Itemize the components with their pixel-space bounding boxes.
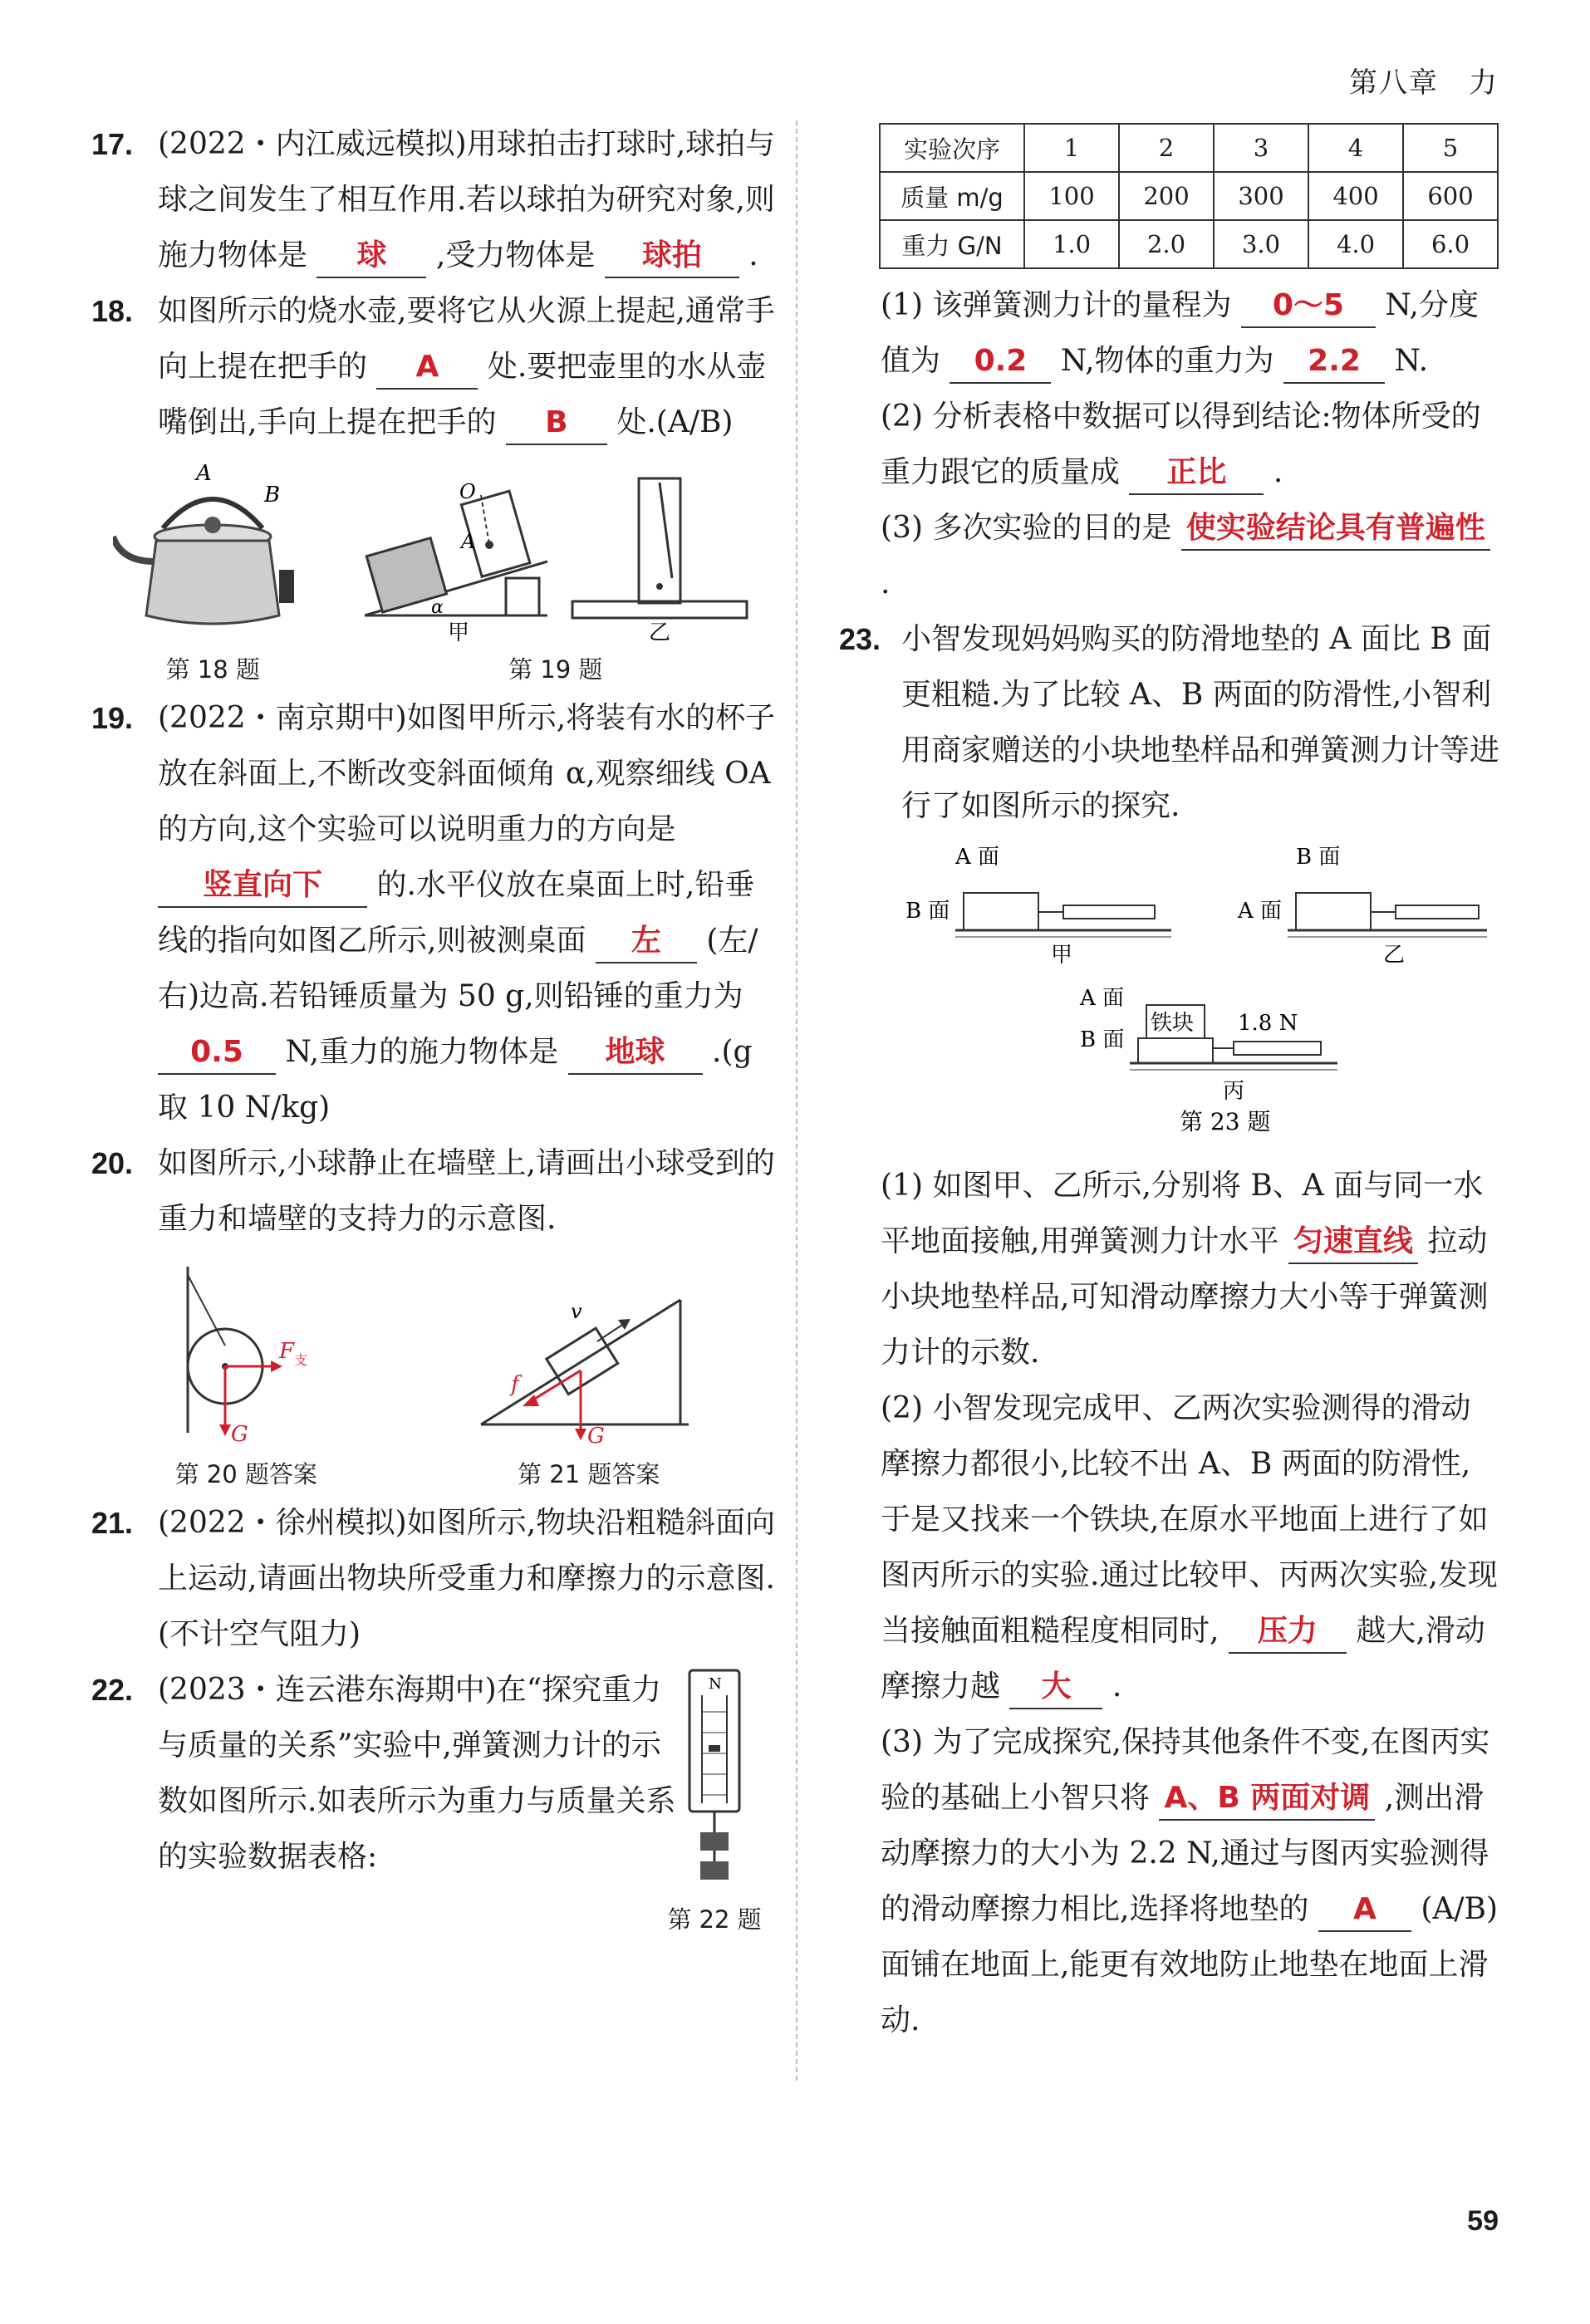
figure-22 (652, 1662, 777, 1935)
part-text: (A/B)面铺在地面上,能更有效地防止地垫在地面上滑动. (881, 1892, 1499, 2037)
question-text: 如图所示,小球静止在墙壁上,请画出小球受到的重力和墙壁的支持力的示意图. (158, 1146, 775, 1236)
figure-20 (163, 1258, 329, 1490)
question-18 (91, 283, 777, 450)
part-text: ,测出滑动摩擦力的大小为 2.2 N,通过与图丙实验测得的滑动摩擦力相比,选择将地垫的 (881, 1781, 1489, 1926)
data-table (879, 123, 1499, 269)
spring-scale-illustration (677, 1662, 752, 1895)
question-22 (91, 1662, 689, 1885)
page-number: 59 (1467, 2205, 1499, 2237)
label-a-face-bing: A 面 (1080, 986, 1125, 1011)
label-friction: f (510, 1372, 519, 1397)
question-number: 17. (91, 127, 134, 161)
friction-experiment-illustration (897, 839, 1495, 1155)
table-cell: 400 (1308, 172, 1403, 220)
question-number: 19. (91, 701, 134, 735)
table-cell: 4.0 (1308, 220, 1403, 268)
question-text: .(g 取 10 N/kg) (158, 1035, 753, 1125)
q23-part-1 (881, 1158, 1499, 1380)
question-text: (左/右)边高.若铅锤质量为 50 g,则铅锤的重力为 (158, 924, 758, 1013)
figure-18 (113, 462, 312, 685)
part-text: (3) 多次实验的目的是 (881, 511, 1172, 545)
label-v: v (570, 1300, 582, 1323)
part-text: (3) 为了完成探究,保持其他条件不变,在图丙实验的基础上小智只将 (881, 1725, 1490, 1815)
table-cell: 2.0 (1119, 220, 1214, 268)
label-b-face-yi: B 面 (1296, 845, 1341, 870)
figure-caption: 第 21 题答案 (518, 1460, 660, 1488)
question-text: N,重力的施力物体是 (285, 1035, 559, 1069)
label-alpha: α (430, 597, 444, 618)
part-text: N,物体的重力为 (1060, 344, 1274, 378)
part-text: . (1112, 1669, 1122, 1704)
q22-part-2 (881, 389, 1499, 500)
q23-part-3 (881, 1714, 1499, 2048)
figure-caption: 第 23 题 (1180, 1108, 1271, 1135)
figure-caption: 第 20 题答案 (174, 1460, 317, 1488)
question-22-block (91, 1662, 777, 1934)
part-text: (1) 该弹簧测力计的量程为 (881, 288, 1232, 322)
q22-part-3 (881, 500, 1499, 611)
figure-caption: 第 18 题 (165, 655, 260, 684)
answer-blank: 2.2 (1283, 341, 1385, 384)
label-a-face: A 面 (955, 845, 1000, 870)
label-yi: 乙 (648, 620, 670, 645)
table-cell: 5 (1403, 124, 1498, 172)
question-23 (839, 611, 1499, 834)
answer-blank: 匀速直线 (1288, 1221, 1418, 1264)
answer-blank: 压力 (1229, 1611, 1347, 1654)
table-header: 质量 m/g (880, 172, 1024, 220)
part-text: 越大,滑动摩擦力越 (881, 1614, 1485, 1704)
part-text: N. (1394, 344, 1429, 378)
part-text: . (1273, 455, 1283, 489)
table-row (880, 124, 1498, 172)
block-on-incline-illustration (473, 1258, 705, 1449)
label-a-19: A (460, 530, 476, 553)
answer-blank: 使实验结论具有普遍性 (1181, 507, 1490, 551)
question-20 (91, 1135, 777, 1247)
question-number: 20. (91, 1146, 134, 1180)
question-text: (2022・南京期中)如图甲所示,将装有水的杯子放在斜面上,不断改变斜面倾角 α,观察细线 OA 的方向,这个实验可以说明重力的方向是 (158, 701, 776, 846)
label-jia: 甲 (447, 620, 469, 645)
table-cell: 100 (1024, 172, 1119, 220)
table-row (880, 172, 1498, 220)
answer-blank: 0～5 (1241, 285, 1376, 328)
table-cell: 2 (1119, 124, 1214, 172)
table-cell: 3.0 (1214, 220, 1308, 268)
question-number: 18. (91, 294, 134, 328)
question-number: 23. (839, 622, 881, 656)
table-header: 实验次序 (880, 124, 1024, 172)
answer-blank: 正比 (1129, 452, 1264, 495)
question-text: ,受力物体是 (435, 238, 596, 272)
label-bing: 丙 (1223, 1079, 1245, 1104)
answer-blank: A、B 两面对调 (1159, 1777, 1375, 1821)
q22-part-1 (881, 277, 1499, 389)
label-force: F (279, 1339, 295, 1364)
q23-part-2 (881, 1380, 1499, 1714)
answer-blank: 球拍 (605, 235, 739, 278)
label-force-reading: 1.8 N (1238, 1011, 1298, 1036)
figure-23 (897, 839, 1499, 1158)
table-cell: 200 (1119, 172, 1214, 220)
question-17 (91, 116, 777, 283)
question-19 (91, 690, 777, 1135)
question-text: 处.要把壶里的水从壶嘴倒出,手向上提在把手的 (158, 350, 767, 439)
label-o: O (459, 480, 476, 503)
question-text: (2022・徐州模拟)如图所示,物块沿粗糙斜面向上运动,请画出物块所受重力和摩擦力的示意图.(不计空气阻力) (158, 1506, 776, 1651)
label-a-face-yi: A 面 (1238, 899, 1283, 924)
part-text: . (881, 566, 891, 601)
figure-caption: 第 22 题 (667, 1905, 762, 1934)
question-text: (2023・连云港东海期中)在“探究重力与质量的关系”实验中,弹簧测力计的示数如图所示.如表所示为重力与质量关系的实验数据表格: (158, 1673, 676, 1874)
answer-blank: 左 (596, 920, 697, 963)
table-cell: 1 (1024, 124, 1119, 172)
answer-blank: A (1318, 1889, 1411, 1932)
label-g-21: G (586, 1424, 605, 1449)
label-a: A (196, 462, 213, 486)
question-text: 处.(A/B) (616, 405, 734, 439)
column-divider (796, 120, 797, 2081)
label-b-face: B 面 (905, 899, 950, 924)
answer-blank: B (506, 402, 607, 445)
figure-21 (473, 1258, 705, 1490)
answer-blank: 球 (317, 235, 426, 278)
kettle-illustration (113, 462, 312, 645)
figure-20-21 (91, 1258, 777, 1490)
left-column (91, 116, 777, 1934)
table-cell: 600 (1403, 172, 1498, 220)
part-text: N,分度值为 (881, 288, 1480, 378)
label-g: G (231, 1422, 249, 1447)
question-text: 小智发现妈妈购买的防滑地垫的 A 面比 B 面更粗糙.为了比较 A、B 两面的防滑性,小智利用商家赠送的小块地垫样品和弹簧测力计等进行了如图所示的探究. (901, 622, 1500, 823)
part-text: (2) 小智发现完成甲、乙两次实验测得的滑动摩擦力都很小,比较不出 A、B 两面的防滑性,于是又找来一个铁块,在原水平地面上进行了如图丙所示的实验.通过比较甲、丙两次实验,发现当接触面粗糙程度相同时, (881, 1391, 1498, 1648)
part-text: 拉动小块地垫样品,可知滑动摩擦力大小等于弹簧测力计的示数. (881, 1224, 1489, 1370)
chapter-header: 第八章 力 (1349, 66, 1499, 100)
answer-blank: 竖直向下 (158, 865, 367, 908)
label-iron-block: 铁块 (1151, 1011, 1195, 1036)
question-number: 22. (91, 1673, 134, 1707)
incline-and-level-illustration (356, 462, 755, 645)
right-column (839, 123, 1500, 2048)
part-text: (1) 如图甲、乙所示,分别将 B、A 面与同一水平地面接触,用弹簧测力计水平 (881, 1169, 1484, 1258)
question-21 (91, 1495, 777, 1662)
answer-blank: 0.5 (158, 1032, 276, 1075)
answer-blank: 地球 (568, 1032, 703, 1075)
label-b: B (264, 483, 281, 507)
table-cell: 1.0 (1024, 220, 1119, 268)
label-b-face-bing: B 面 (1080, 1027, 1125, 1052)
table-cell: 4 (1308, 124, 1403, 172)
scale-unit-label: N (709, 1675, 722, 1693)
figure-18-19 (91, 462, 777, 685)
answer-blank: 大 (1009, 1666, 1102, 1709)
answer-blank: A (376, 346, 478, 390)
question-text: 如图所示的烧水壶,要将它从火源上提起,通常手向上提在把手的 (158, 294, 775, 384)
table-cell: 6.0 (1403, 220, 1498, 268)
question-text: (2022・内江威远模拟)用球拍击打球时,球拍与球之间发生了相互作用.若以球拍为研究对象,则施力物体是 (158, 127, 776, 272)
answer-blank: 0.2 (950, 341, 1051, 384)
question-text: 的.水平仪放在桌面上时,铅垂线的指向如图乙所示,则被测桌面 (158, 868, 755, 958)
table-cell: 3 (1214, 124, 1308, 172)
label-force-sub: 支 (294, 1352, 308, 1368)
question-number: 21. (91, 1506, 134, 1540)
label-yi-23: 乙 (1383, 943, 1406, 968)
ball-on-wall-illustration (163, 1258, 329, 1449)
table-header: 重力 G/N (880, 220, 1024, 268)
table-row (880, 220, 1498, 268)
part-text: (2) 分析表格中数据可以得到结论:物体所受的重力跟它的质量成 (881, 400, 1481, 489)
label-jia-23: 甲 (1051, 943, 1073, 968)
table-cell: 300 (1214, 172, 1308, 220)
figure-caption: 第 19 题 (508, 655, 603, 684)
figure-19 (356, 462, 755, 685)
question-text: . (748, 238, 758, 272)
